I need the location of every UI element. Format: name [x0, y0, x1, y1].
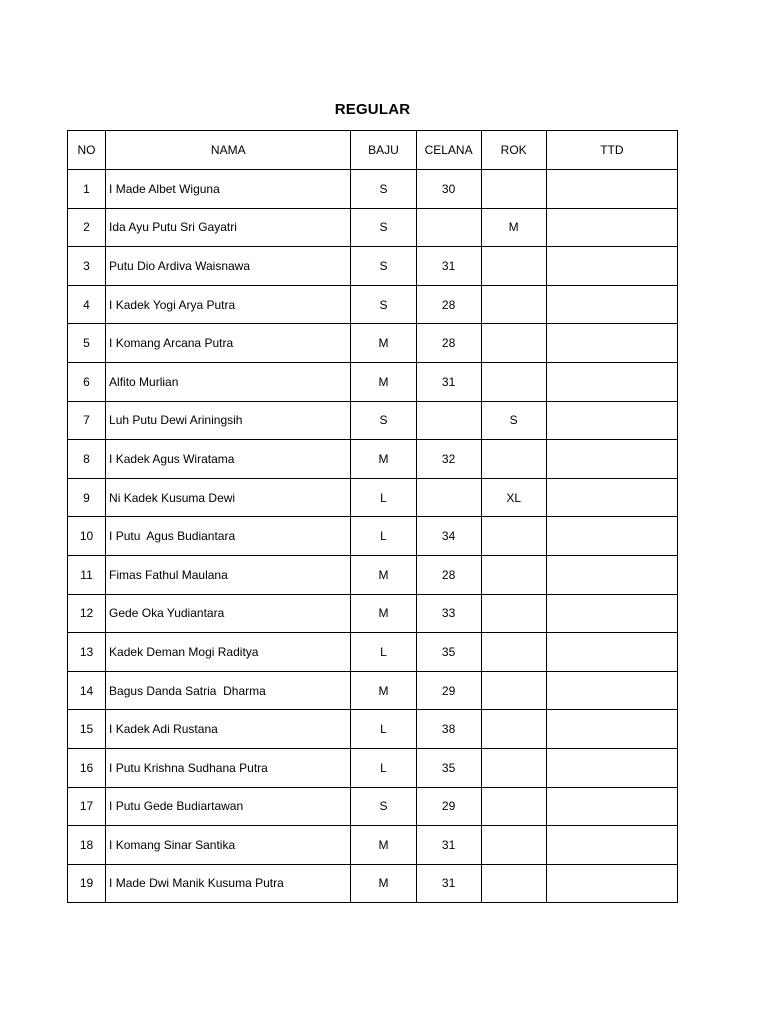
cell-ttd: [546, 671, 677, 710]
cell-no: 5: [68, 324, 106, 363]
header-rok: ROK: [481, 131, 546, 170]
cell-no: 16: [68, 748, 106, 787]
table-row: [68, 710, 678, 749]
header-celana: CELANA: [416, 131, 481, 170]
cell-no: 6: [68, 362, 106, 401]
cell-rok: [481, 440, 546, 479]
cell-ttd: [546, 594, 677, 633]
cell-celana: 28: [416, 324, 481, 363]
cell-nama: Ni Kadek Kusuma Dewi: [106, 478, 351, 517]
cell-rok: [481, 247, 546, 286]
cell-baju: M: [351, 440, 416, 479]
cell-rok: [481, 633, 546, 672]
cell-celana: 32: [416, 440, 481, 479]
cell-no: 19: [68, 864, 106, 903]
cell-baju: S: [351, 247, 416, 286]
cell-celana: 34: [416, 517, 481, 556]
cell-celana: 33: [416, 594, 481, 633]
cell-nama: I Putu Agus Budiantara: [106, 517, 351, 556]
cell-baju: M: [351, 324, 416, 363]
cell-no: 17: [68, 787, 106, 826]
cell-ttd: [546, 478, 677, 517]
cell-nama: Alfito Murlian: [106, 362, 351, 401]
cell-ttd: [546, 324, 677, 363]
table-row: [68, 633, 678, 672]
cell-rok: S: [481, 401, 546, 440]
cell-no: 2: [68, 208, 106, 247]
cell-baju: L: [351, 748, 416, 787]
header-no: NO: [68, 131, 106, 170]
cell-nama: Fimas Fathul Maulana: [106, 555, 351, 594]
cell-ttd: [546, 633, 677, 672]
cell-no: 1: [68, 170, 106, 209]
cell-no: 13: [68, 633, 106, 672]
cell-celana: [416, 208, 481, 247]
cell-nama: Kadek Deman Mogi Raditya: [106, 633, 351, 672]
table-row: [68, 555, 678, 594]
table-row: [68, 748, 678, 787]
cell-rok: [481, 324, 546, 363]
cell-nama: I Komang Sinar Santika: [106, 826, 351, 865]
cell-ttd: [546, 787, 677, 826]
cell-rok: [481, 864, 546, 903]
cell-rok: [481, 826, 546, 865]
cell-ttd: [546, 170, 677, 209]
cell-no: 4: [68, 285, 106, 324]
cell-ttd: [546, 285, 677, 324]
cell-celana: 35: [416, 748, 481, 787]
cell-no: 14: [68, 671, 106, 710]
roster-table: [67, 130, 678, 903]
cell-no: 18: [68, 826, 106, 865]
table-row: [68, 285, 678, 324]
cell-no: 8: [68, 440, 106, 479]
cell-baju: L: [351, 478, 416, 517]
cell-nama: I Kadek Yogi Arya Putra: [106, 285, 351, 324]
cell-nama: I Putu Krishna Sudhana Putra: [106, 748, 351, 787]
cell-nama: I Made Albet Wiguna: [106, 170, 351, 209]
cell-no: 3: [68, 247, 106, 286]
cell-ttd: [546, 401, 677, 440]
cell-ttd: [546, 247, 677, 286]
cell-no: 9: [68, 478, 106, 517]
cell-nama: Luh Putu Dewi Ariningsih: [106, 401, 351, 440]
cell-rok: [481, 555, 546, 594]
cell-celana: [416, 401, 481, 440]
cell-baju: M: [351, 555, 416, 594]
cell-rok: XL: [481, 478, 546, 517]
cell-rok: [481, 710, 546, 749]
cell-rok: [481, 671, 546, 710]
cell-celana: 31: [416, 362, 481, 401]
cell-nama: Bagus Danda Satria Dharma: [106, 671, 351, 710]
cell-rok: [481, 285, 546, 324]
header-baju: BAJU: [351, 131, 416, 170]
cell-rok: [481, 517, 546, 556]
cell-ttd: [546, 864, 677, 903]
table-row: [68, 401, 678, 440]
cell-ttd: [546, 440, 677, 479]
cell-ttd: [546, 208, 677, 247]
table-row: [68, 864, 678, 903]
cell-celana: 29: [416, 787, 481, 826]
cell-baju: L: [351, 517, 416, 556]
header-nama: NAMA: [106, 131, 351, 170]
cell-rok: [481, 170, 546, 209]
cell-baju: S: [351, 208, 416, 247]
cell-rok: [481, 594, 546, 633]
cell-no: 11: [68, 555, 106, 594]
header-ttd: TTD: [546, 131, 677, 170]
cell-celana: 30: [416, 170, 481, 209]
cell-no: 10: [68, 517, 106, 556]
cell-rok: [481, 787, 546, 826]
cell-ttd: [546, 555, 677, 594]
table-row: [68, 787, 678, 826]
cell-ttd: [546, 710, 677, 749]
cell-baju: M: [351, 594, 416, 633]
cell-baju: M: [351, 826, 416, 865]
header-row: [68, 131, 678, 170]
cell-baju: S: [351, 787, 416, 826]
table-row: [68, 594, 678, 633]
cell-celana: 38: [416, 710, 481, 749]
table-row: [68, 247, 678, 286]
cell-celana: 29: [416, 671, 481, 710]
cell-ttd: [546, 362, 677, 401]
table-row: [68, 671, 678, 710]
cell-ttd: [546, 517, 677, 556]
cell-baju: L: [351, 710, 416, 749]
cell-rok: M: [481, 208, 546, 247]
cell-baju: S: [351, 401, 416, 440]
cell-baju: M: [351, 864, 416, 903]
cell-rok: [481, 362, 546, 401]
table-row: [68, 517, 678, 556]
table-row: [68, 440, 678, 479]
cell-ttd: [546, 748, 677, 787]
table-row: [68, 826, 678, 865]
cell-nama: Ida Ayu Putu Sri Gayatri: [106, 208, 351, 247]
cell-baju: M: [351, 362, 416, 401]
cell-celana: 35: [416, 633, 481, 672]
table-row: [68, 170, 678, 209]
table-row: [68, 324, 678, 363]
cell-no: 12: [68, 594, 106, 633]
cell-nama: Gede Oka Yudiantara: [106, 594, 351, 633]
cell-nama: I Kadek Agus Wiratama: [106, 440, 351, 479]
cell-celana: 28: [416, 285, 481, 324]
cell-nama: Putu Dio Ardiva Waisnawa: [106, 247, 351, 286]
roster-body: [68, 170, 678, 903]
cell-no: 7: [68, 401, 106, 440]
cell-rok: [481, 748, 546, 787]
cell-celana: [416, 478, 481, 517]
cell-celana: 28: [416, 555, 481, 594]
cell-celana: 31: [416, 864, 481, 903]
cell-ttd: [546, 826, 677, 865]
cell-baju: M: [351, 671, 416, 710]
cell-celana: 31: [416, 247, 481, 286]
cell-no: 15: [68, 710, 106, 749]
cell-nama: I Komang Arcana Putra: [106, 324, 351, 363]
table-row: [68, 362, 678, 401]
cell-baju: S: [351, 170, 416, 209]
cell-nama: I Kadek Adi Rustana: [106, 710, 351, 749]
table-row: [68, 208, 678, 247]
table-row: [68, 478, 678, 517]
cell-nama: I Made Dwi Manik Kusuma Putra: [106, 864, 351, 903]
cell-baju: S: [351, 285, 416, 324]
page-title: REGULAR: [334, 101, 411, 118]
cell-baju: L: [351, 633, 416, 672]
cell-celana: 31: [416, 826, 481, 865]
cell-nama: I Putu Gede Budiartawan: [106, 787, 351, 826]
